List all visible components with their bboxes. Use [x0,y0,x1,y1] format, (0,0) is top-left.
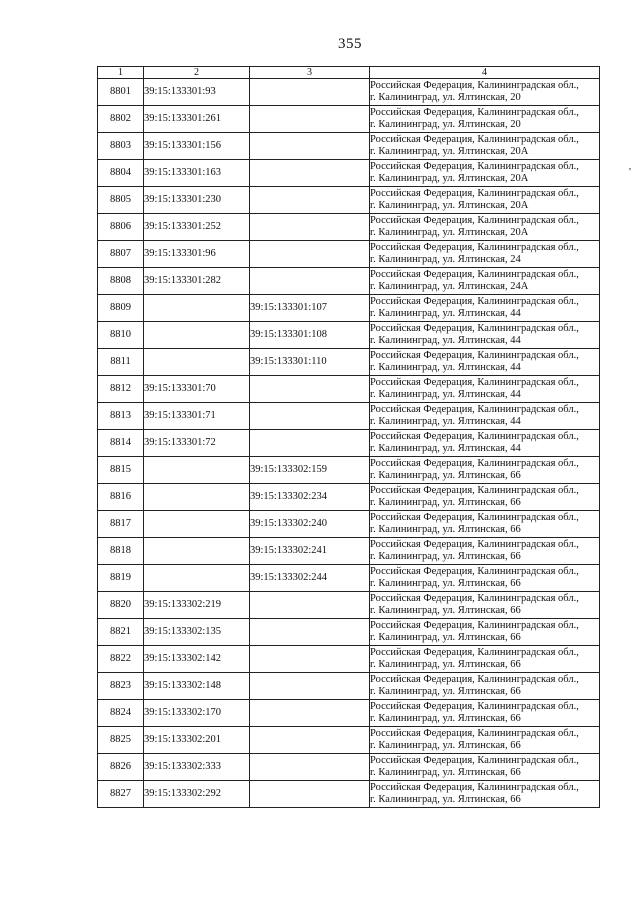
cadastral-number-cell: 39:15:133301:230 [144,187,250,214]
cadastral-number-alt-cell: 39:15:133302:234 [250,484,370,511]
cadastral-number-alt-cell [250,268,370,295]
address-line-1: Российская Федерация, Калининградская обл., [370,107,579,118]
address-line-1: Российская Федерация, Калининградская обл., [370,485,579,496]
cadastral-number-alt-cell [250,592,370,619]
address-line-1: Российская Федерация, Калининградская обл., [370,242,579,253]
address-cell [370,133,600,160]
cadastral-number-cell [144,457,250,484]
column-header-1: 1 [98,67,144,79]
address-line-1: Российская Федерация, Калининградская обл., [370,377,579,388]
column-header-3: 3 [250,67,370,79]
address-cell [370,646,600,673]
address-line-1: Российская Федерация, Калининградская обл., [370,782,579,793]
cadastral-number-cell: 39:15:133302:142 [144,646,250,673]
address-line-2: г. Калининград, ул. Ялтинская, 66 [370,524,521,535]
row-number-cell: 8824 [98,700,144,727]
table-row [98,349,600,376]
table-row [98,592,600,619]
address-line-1: Российская Федерация, Калининградская обл., [370,458,579,469]
address-line-2: г. Калининград, ул. Ялтинская, 66 [370,794,521,805]
cadastral-number-alt-cell [250,106,370,133]
table-row [98,106,600,133]
row-number-cell: 8826 [98,754,144,781]
cadastral-number-alt-cell: 39:15:133302:241 [250,538,370,565]
row-number-cell: 8802 [98,106,144,133]
address-cell [370,214,600,241]
cadastral-number-cell: 39:15:133301:96 [144,241,250,268]
table-row [98,79,600,106]
address-line-1: Российская Федерация, Калининградская обл., [370,134,579,145]
table-row [98,187,600,214]
cadastral-number-cell: 39:15:133301:71 [144,403,250,430]
cadastral-number-alt-cell [250,700,370,727]
cadastral-number-cell: 39:15:133301:70 [144,376,250,403]
row-number-cell: 8815 [98,457,144,484]
cadastral-number-alt-cell [250,133,370,160]
address-cell [370,727,600,754]
row-number-cell: 8803 [98,133,144,160]
address-line-1: Российская Федерация, Калининградская обл., [370,539,579,550]
address-cell [370,430,600,457]
address-cell [370,403,600,430]
address-cell [370,79,600,106]
cadastral-number-alt-cell [250,403,370,430]
address-line-2: г. Калининград, ул. Ялтинская, 66 [370,497,521,508]
address-line-1: Российская Федерация, Калининградская обл., [370,620,579,631]
address-cell [370,619,600,646]
cadastral-number-cell: 39:15:133301:72 [144,430,250,457]
table-row [98,133,600,160]
address-cell [370,241,600,268]
address-line-1: Российская Федерация, Калининградская обл., [370,188,579,199]
cadastral-number-alt-cell [250,673,370,700]
row-number-cell: 8810 [98,322,144,349]
address-line-2: г. Калининград, ул. Ялтинская, 20 [370,92,521,103]
address-cell [370,754,600,781]
address-line-1: Российская Федерация, Калининградская обл., [370,269,579,280]
address-line-1: Российская Федерация, Калининградская обл., [370,404,579,415]
table-row [98,160,600,187]
cadastral-number-cell [144,565,250,592]
row-number-cell: 8804 [98,160,144,187]
table-row [98,619,600,646]
address-line-2: г. Калининград, ул. Ялтинская, 66 [370,551,521,562]
cadastral-number-alt-cell [250,781,370,808]
address-line-1: Российская Федерация, Калининградская обл., [370,647,579,658]
address-line-1: Российская Федерация, Калининградская обл., [370,350,579,361]
address-line-2: г. Калининград, ул. Ялтинская, 44 [370,362,521,373]
table-row [98,322,600,349]
address-line-2: г. Калининград, ул. Ялтинская, 66 [370,605,521,616]
row-number-cell: 8801 [98,79,144,106]
cadastral-number-cell: 39:15:133302:333 [144,754,250,781]
address-line-2: г. Калининград, ул. Ялтинская, 20А [370,173,529,184]
address-line-2: г. Калининград, ул. Ялтинская, 66 [370,659,521,670]
address-line-2: г. Калининград, ул. Ялтинская, 24 [370,254,521,265]
margin-mark: ' [629,166,631,178]
address-line-2: г. Калининград, ул. Ялтинская, 66 [370,632,521,643]
address-line-1: Российская Федерация, Калининградская обл., [370,512,579,523]
cadastral-number-alt-cell: 39:15:133302:244 [250,565,370,592]
cadastral-number-cell [144,349,250,376]
header-row [98,67,600,79]
row-number-cell: 8808 [98,268,144,295]
table-row [98,376,600,403]
address-line-1: Российская Федерация, Калининградская обл., [370,80,579,91]
address-line-2: г. Калининград, ул. Ялтинская, 44 [370,335,521,346]
address-line-1: Российская Федерация, Калининградская обл., [370,701,579,712]
cadastral-number-cell: 39:15:133302:219 [144,592,250,619]
table-row [98,700,600,727]
table-row [98,484,600,511]
address-cell [370,592,600,619]
row-number-cell: 8807 [98,241,144,268]
row-number-cell: 8820 [98,592,144,619]
address-cell [370,484,600,511]
address-cell [370,538,600,565]
address-cell [370,187,600,214]
table-row [98,403,600,430]
cadastral-number-alt-cell: 39:15:133301:108 [250,322,370,349]
address-line-1: Российская Федерация, Калининградская обл., [370,755,579,766]
table-row [98,673,600,700]
address-cell [370,700,600,727]
address-cell [370,376,600,403]
address-line-2: г. Калининград, ул. Ялтинская, 20А [370,200,529,211]
address-line-2: г. Калининград, ул. Ялтинская, 66 [370,740,521,751]
row-number-cell: 8819 [98,565,144,592]
address-cell [370,160,600,187]
row-number-cell: 8805 [98,187,144,214]
row-number-cell: 8822 [98,646,144,673]
column-header-2: 2 [144,67,250,79]
address-line-2: г. Калининград, ул. Ялтинская, 44 [370,416,521,427]
address-cell [370,457,600,484]
cadastral-number-alt-cell [250,727,370,754]
row-number-cell: 8817 [98,511,144,538]
address-cell [370,565,600,592]
table-row [98,565,600,592]
cadastral-number-cell [144,538,250,565]
address-cell [370,673,600,700]
address-line-1: Российская Федерация, Калининградская обл., [370,215,579,226]
cadastral-number-cell: 39:15:133301:261 [144,106,250,133]
cadastral-number-cell: 39:15:133301:252 [144,214,250,241]
row-number-cell: 8813 [98,403,144,430]
row-number-cell: 8806 [98,214,144,241]
row-number-cell: 8816 [98,484,144,511]
cadastral-number-alt-cell: 39:15:133301:107 [250,295,370,322]
address-line-2: г. Калининград, ул. Ялтинская, 20 [370,119,521,130]
registry-table [97,66,600,808]
cadastral-number-cell: 39:15:133302:201 [144,727,250,754]
address-line-2: г. Калининград, ул. Ялтинская, 66 [370,686,521,697]
address-line-1: Российская Федерация, Калининградская обл., [370,674,579,685]
table-row [98,268,600,295]
address-line-2: г. Калининград, ул. Ялтинская, 44 [370,443,521,454]
address-cell [370,349,600,376]
cadastral-number-cell: 39:15:133302:170 [144,700,250,727]
table-body [98,79,600,808]
address-line-2: г. Калининград, ул. Ялтинская, 20А [370,227,529,238]
cadastral-number-cell: 39:15:133302:148 [144,673,250,700]
cadastral-number-alt-cell: 39:15:133302:159 [250,457,370,484]
address-line-2: г. Калининград, ул. Ялтинская, 66 [370,713,521,724]
cadastral-number-cell: 39:15:133301:156 [144,133,250,160]
address-line-2: г. Калининград, ул. Ялтинская, 44 [370,308,521,319]
address-line-1: Российская Федерация, Калининградская обл., [370,566,579,577]
table-row [98,241,600,268]
table-row [98,457,600,484]
address-line-1: Российская Федерация, Калининградская обл., [370,296,579,307]
address-line-1: Российская Федерация, Калининградская обл., [370,323,579,334]
table-row [98,646,600,673]
address-cell [370,781,600,808]
address-cell [370,322,600,349]
cadastral-number-alt-cell [250,214,370,241]
cadastral-number-alt-cell [250,241,370,268]
cadastral-number-alt-cell [250,646,370,673]
cadastral-number-alt-cell [250,376,370,403]
table-row [98,538,600,565]
address-line-2: г. Калининград, ул. Ялтинская, 24А [370,281,529,292]
column-header-4: 4 [370,67,600,79]
cadastral-number-cell [144,322,250,349]
address-line-2: г. Калининград, ул. Ялтинская, 44 [370,389,521,400]
cadastral-number-cell: 39:15:133301:93 [144,79,250,106]
cadastral-number-alt-cell [250,187,370,214]
address-cell [370,106,600,133]
table-row [98,781,600,808]
row-number-cell: 8814 [98,430,144,457]
address-cell [370,511,600,538]
address-line-2: г. Калининград, ул. Ялтинская, 66 [370,578,521,589]
cadastral-number-cell [144,484,250,511]
cadastral-number-cell [144,295,250,322]
address-cell [370,295,600,322]
table-row [98,511,600,538]
address-line-2: г. Калининград, ул. Ялтинская, 20А [370,146,529,157]
address-line-1: Российская Федерация, Калининградская обл., [370,728,579,739]
address-line-1: Российская Федерация, Калининградская обл., [370,593,579,604]
row-number-cell: 8818 [98,538,144,565]
table-row [98,295,600,322]
cadastral-number-alt-cell [250,754,370,781]
row-number-cell: 8827 [98,781,144,808]
cadastral-number-alt-cell [250,160,370,187]
cadastral-number-alt-cell [250,619,370,646]
page-number: 355 [338,36,362,52]
row-number-cell: 8823 [98,673,144,700]
address-cell [370,268,600,295]
cadastral-number-alt-cell [250,79,370,106]
table-row [98,727,600,754]
table-row [98,214,600,241]
row-number-cell: 8812 [98,376,144,403]
table-row [98,754,600,781]
table-row [98,430,600,457]
row-number-cell: 8809 [98,295,144,322]
cadastral-number-alt-cell [250,430,370,457]
cadastral-number-cell: 39:15:133302:135 [144,619,250,646]
address-line-1: Российская Федерация, Калининградская обл., [370,161,579,172]
address-line-1: Российская Федерация, Калининградская обл., [370,431,579,442]
cadastral-number-cell: 39:15:133301:282 [144,268,250,295]
cadastral-number-alt-cell: 39:15:133302:240 [250,511,370,538]
cadastral-number-alt-cell: 39:15:133301:110 [250,349,370,376]
address-line-2: г. Калининград, ул. Ялтинская, 66 [370,767,521,778]
cadastral-number-cell: 39:15:133302:292 [144,781,250,808]
cadastral-number-cell [144,511,250,538]
cadastral-number-cell: 39:15:133301:163 [144,160,250,187]
row-number-cell: 8825 [98,727,144,754]
row-number-cell: 8811 [98,349,144,376]
row-number-cell: 8821 [98,619,144,646]
address-line-2: г. Калининград, ул. Ялтинская, 66 [370,470,521,481]
